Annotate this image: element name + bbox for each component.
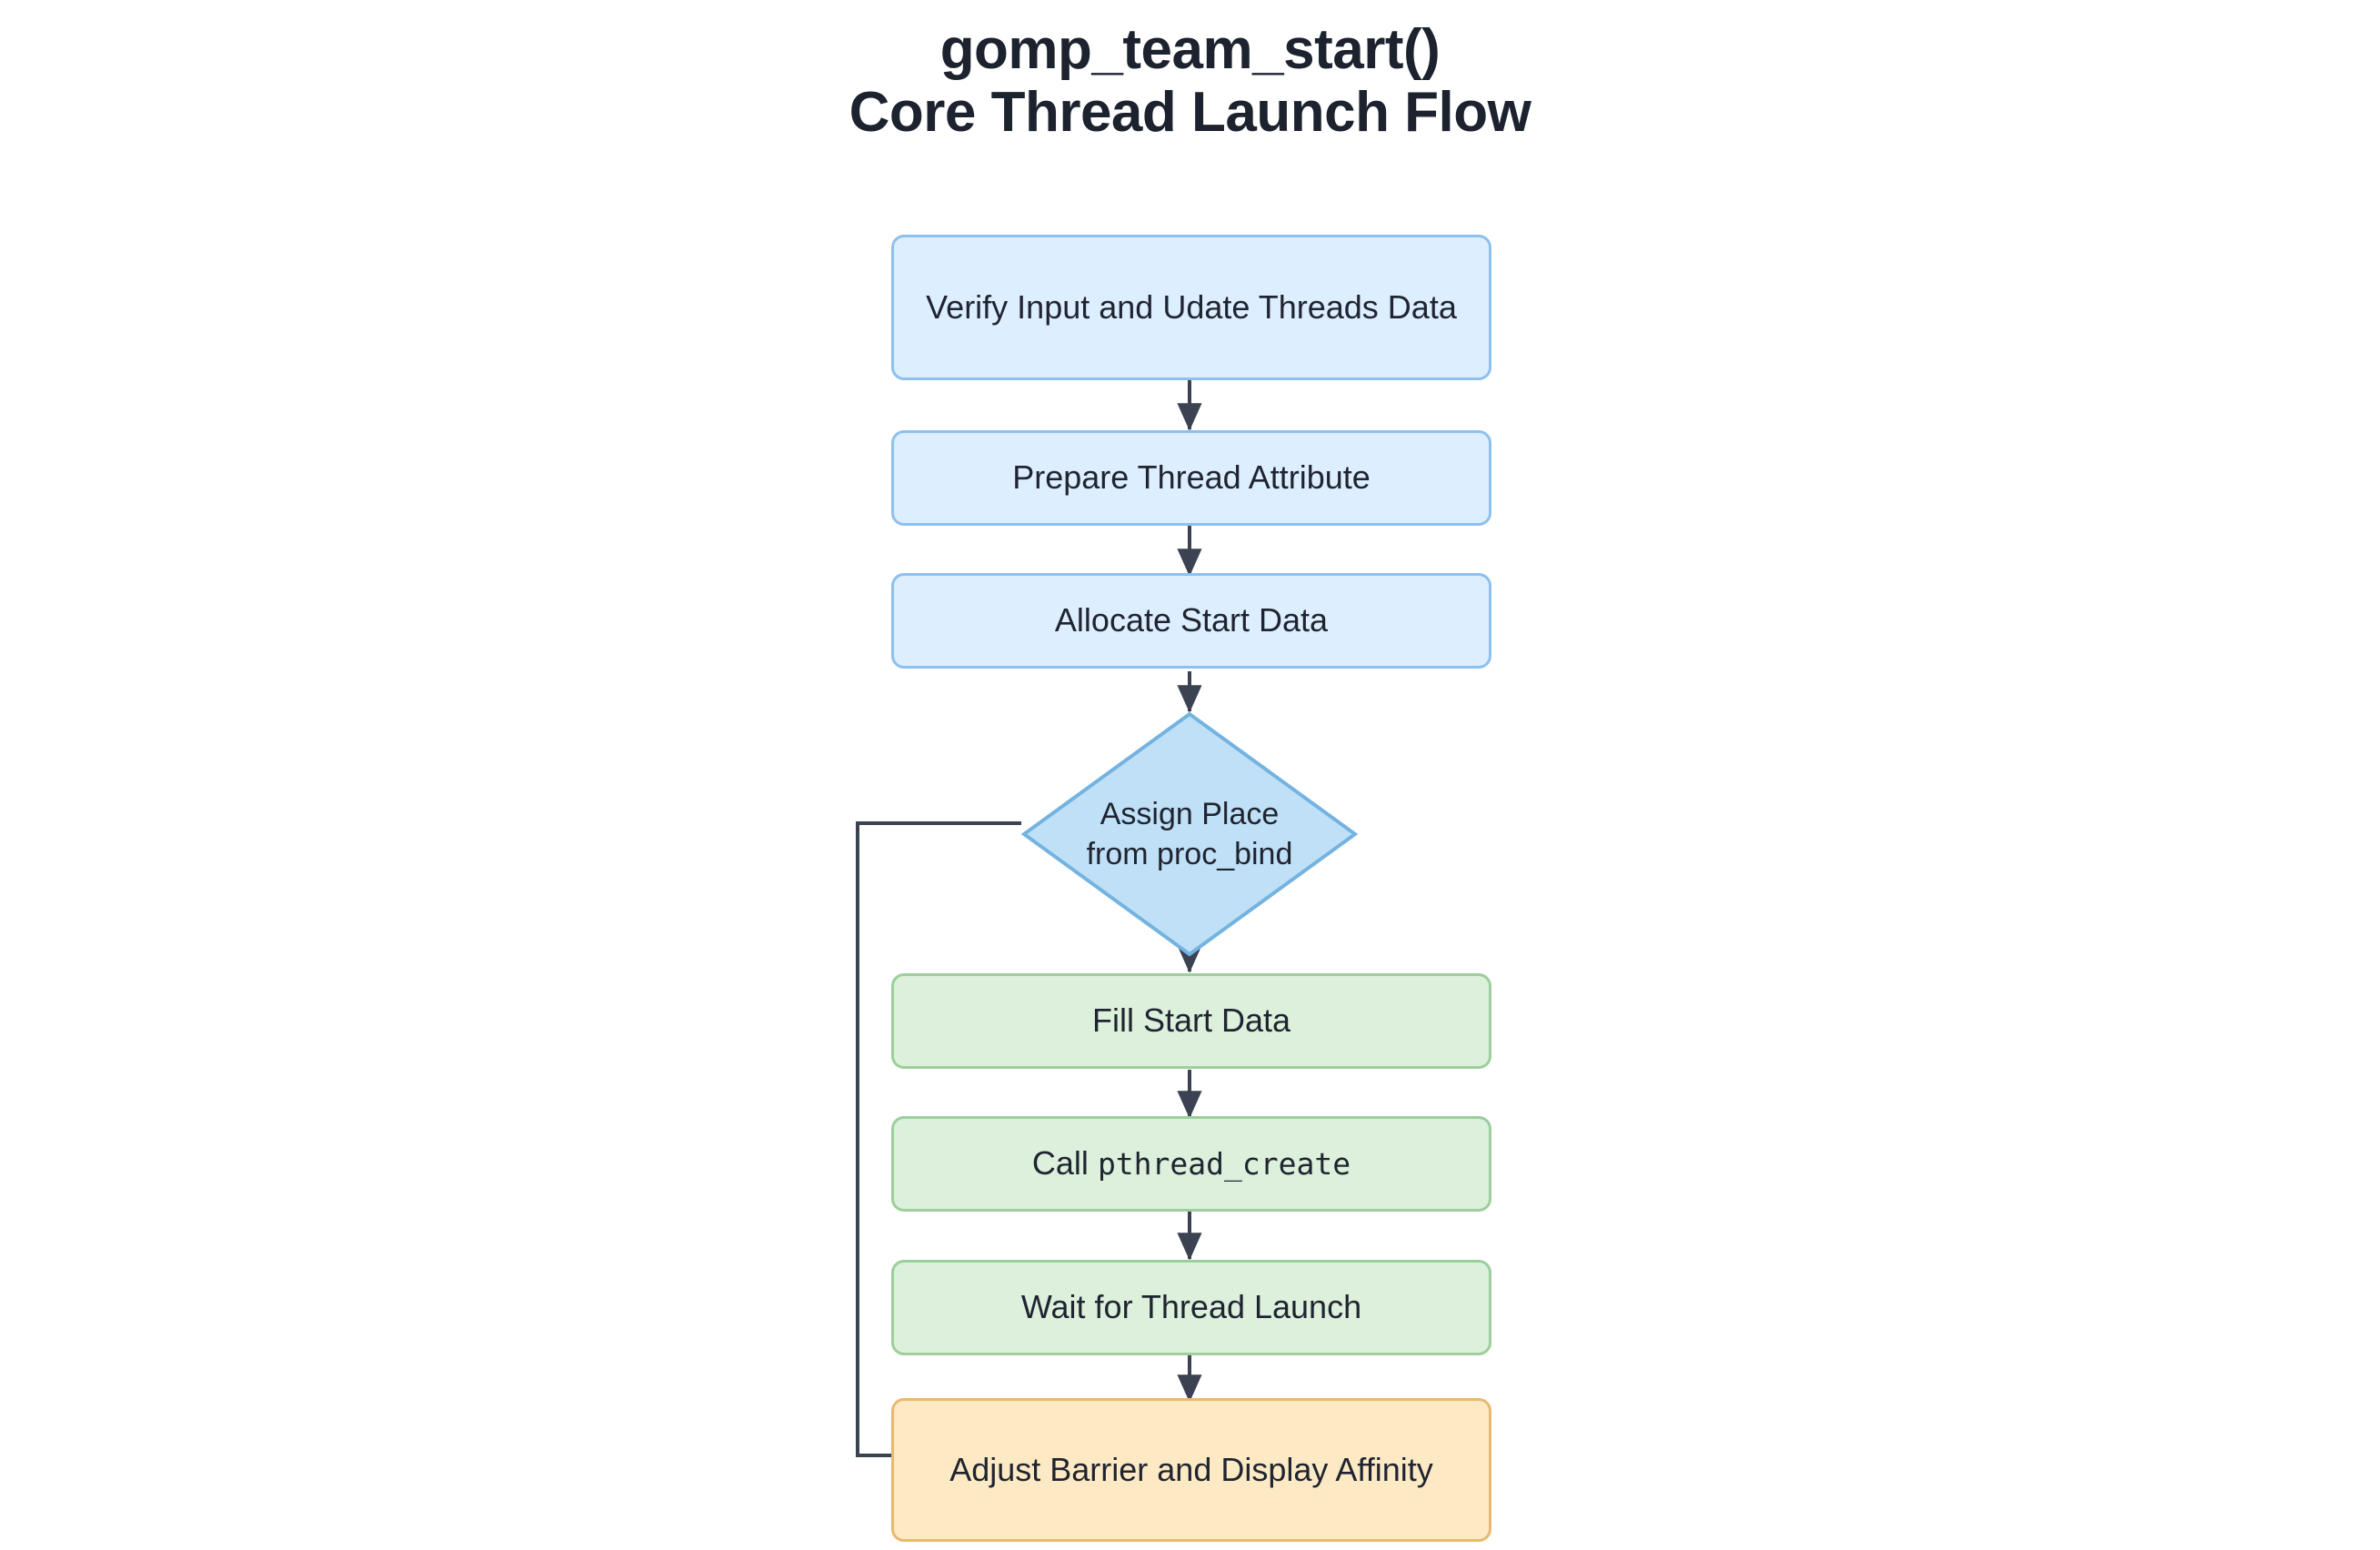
node-assign-place-line-2 (1087, 834, 1293, 874)
assign-italic-proc: proc (1157, 837, 1218, 871)
node-call-pthread-create[interactable] (891, 1116, 1491, 1212)
node-allocate-start-data-label: Allocate Start Data (1054, 601, 1329, 639)
node-verify-input-label: Verify Input and Udate Threads Data (926, 287, 1457, 326)
diagram-title-line-2: Core Thread Launch Flow (849, 81, 1531, 145)
node-wait-for-thread-launch-label: Wait for Thread Launch (1020, 1288, 1362, 1326)
node-adjust-barrier-display-affinity[interactable] (891, 1398, 1491, 1542)
node-assign-place-decision[interactable] (1021, 711, 1358, 957)
assign-prefix: from (1086, 837, 1158, 871)
node-assign-place-label (1021, 711, 1358, 957)
node-prepare-thread-attribute-label: Prepare Thread Attribute (1012, 458, 1371, 497)
assign-suffix: _bind (1217, 837, 1293, 871)
node-call-pthread-create-label (1032, 1142, 1351, 1184)
node-allocate-start-data[interactable] (891, 573, 1491, 669)
node-adjust-barrier-display-affinity-label: Adjust Barrier and Display Affinity (949, 1450, 1433, 1488)
node-verify-input[interactable] (891, 235, 1491, 380)
node-fill-start-data[interactable] (891, 973, 1491, 1069)
node-wait-for-thread-launch[interactable] (891, 1260, 1491, 1355)
node-prepare-thread-attribute[interactable] (891, 430, 1491, 526)
diagram-title-line-1: gomp_team_start() (939, 18, 1441, 81)
call-mono-fn: pthread_create (1097, 1146, 1351, 1183)
call-prefix: Call (1031, 1144, 1098, 1183)
node-assign-place-line-1: Assign Place (1100, 796, 1280, 831)
node-fill-start-data-label: Fill Start Data (1091, 1001, 1291, 1040)
